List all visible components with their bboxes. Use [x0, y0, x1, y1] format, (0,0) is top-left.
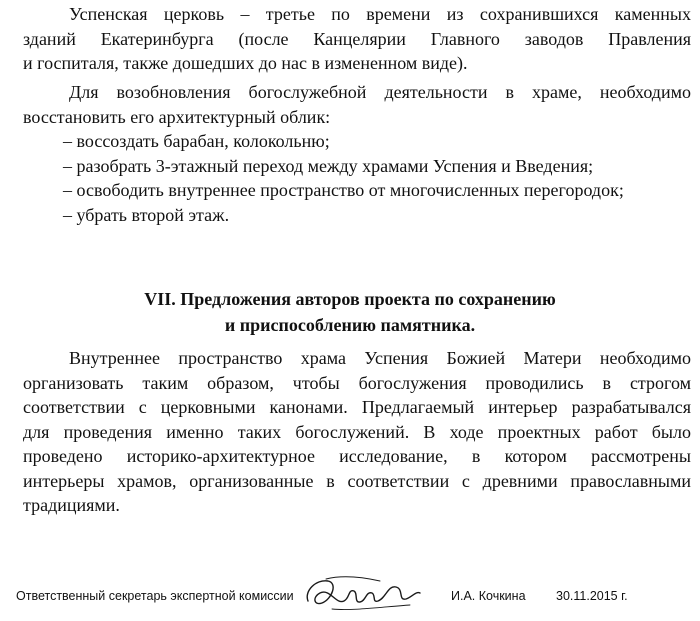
paragraph-line: традициями. [23, 495, 120, 515]
list-item: – воссоздать барабан, колокольню; [63, 131, 330, 151]
paragraph-restoration-need [23, 80, 691, 129]
paragraph-interior-proposal [23, 346, 691, 518]
handwritten-signature [302, 571, 424, 615]
list-item: – убрать второй этаж. [63, 204, 230, 225]
paragraph-line: проведено историко-архитектурное исследование, в котором рассмотрены [23, 446, 691, 466]
section-heading-line-1: VII. Предложения авторов проекта по сохранению [144, 289, 556, 309]
paragraph-line: организовать таким образом, чтобы богослужения проводились в строгом [23, 372, 691, 393]
restoration-list [63, 129, 693, 227]
paragraph-line: интерьеры храмов, организованные в соответствии с древними православными [23, 470, 691, 491]
paragraph-line: восстановить его архитектурный облик: [23, 106, 331, 127]
secretary-name: И.А. Кочкина [451, 589, 526, 603]
paragraph-line: для проведения именно таких богослужений. В ходе проектных работ было [23, 421, 691, 442]
paragraph-line: Успенская церковь – третье по времени из сохранившихся каменных [69, 4, 691, 24]
signature-date: 30.11.2015 г. [556, 589, 628, 603]
section-heading-line-2: и приспособлению памятника. [224, 315, 476, 335]
signature-footer [16, 585, 692, 607]
list-item: – разобрать 3-этажный переход между храмами Успения и Введения; [63, 155, 594, 176]
list-item: – освободить внутреннее пространство от многочисленных перегородок; [63, 180, 624, 200]
paragraph-line: и госпиталя, также дошедших до нас в измененном виде). [23, 53, 468, 73]
section-heading [0, 286, 700, 338]
paragraph-line: зданий Екатеринбурга (после Канцелярии Главного заводов Правления [23, 28, 691, 49]
paragraph-line: Для возобновления богослужебной деятельности в храме, необходимо [69, 82, 691, 102]
paragraph-line: соответствии с церковными канонами. Предлагаемый интерьер разрабатывался [23, 397, 691, 417]
secretary-role: Ответственный секретарь экспертной комиссии [16, 589, 294, 603]
paragraph-church-history [23, 2, 691, 76]
paragraph-line: Внутреннее пространство храма Успения Божией Матери необходимо [69, 348, 691, 368]
